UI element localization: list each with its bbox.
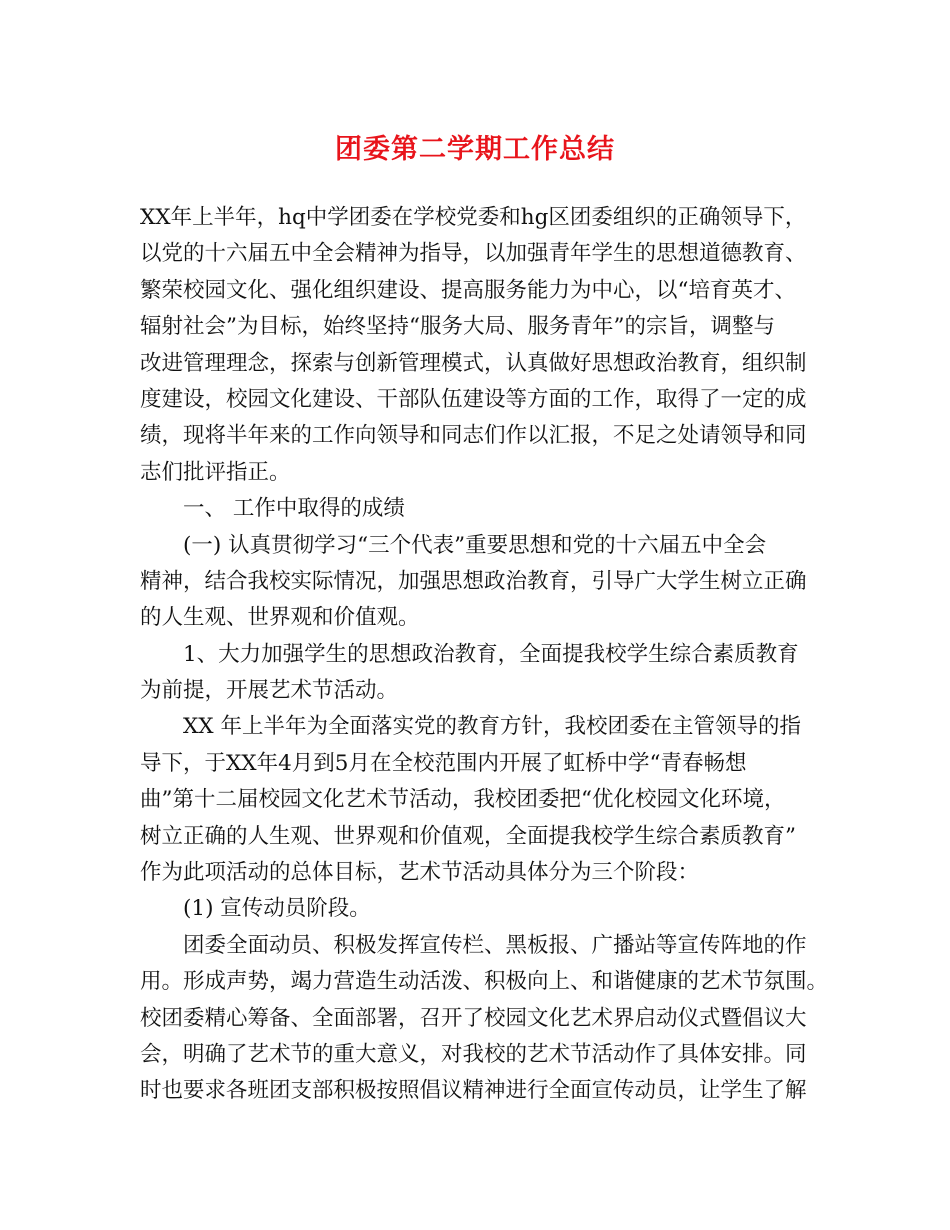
body-line: 绩，现将半年来的工作向领导和同志们作以汇报，不足之处请领导和同: [140, 423, 807, 449]
body-line: 志们批评指正。: [140, 459, 291, 485]
body-line: 校团委精心筹备、全面部署，召开了校园文化艺术界启动仪式暨倡议大: [140, 1005, 807, 1031]
document-title: 团委第二学期工作总结: [335, 134, 615, 165]
body-line: 改进管理理念，探索与创新管理模式，认真做好思想政治教育，组织制: [140, 350, 807, 376]
body-line: 精神，结合我校实际情况，加强思想政治教育，引导广大学生树立正确: [140, 568, 807, 594]
body-line: 以党的十六届五中全会精神为指导，以加强青年学生的思想道德教育、: [140, 241, 807, 267]
body-line: 繁荣校园文化、强化组织建设、提高服务能力为中心，以“培育英才、: [140, 277, 796, 303]
body-line: 曲”第十二届校园文化艺术节活动，我校团委把“优化校园文化环境，: [140, 787, 786, 813]
body-line: 1、大力加强学生的思想政治教育，全面提我校学生综合素质教育: [183, 641, 799, 667]
body-line: XX年上半年，hq中学团委在学校党委和hg区团委组织的正确领导下，: [140, 205, 807, 230]
body-line: 用。形成声势，竭力营造生动活泼、积极向上、和谐健康的艺术节氛围。: [140, 969, 829, 995]
body-line: 度建设，校园文化建设、干部队伍建设等方面的工作，取得了一定的成: [140, 386, 807, 412]
body-line: XX 年上半年为全面落实党的教育方针，我校团委在主管领导的指: [183, 714, 801, 740]
body-line: 的人生观、世界观和价值观。: [140, 605, 420, 631]
body-line: 导下，于XX年4月到5月在全校范围内开展了虹桥中学“青春畅想: [140, 750, 747, 776]
body-line: 会，明确了艺术节的重大意义，对我校的艺术节活动作了具体安排。同: [140, 1041, 807, 1067]
body-line: 树立正确的人生观、世界观和价值观，全面提我校学生综合素质教育”: [140, 823, 796, 849]
document-body: [140, 200, 829, 1110]
body-line: (1) 宣传动员阶段。: [183, 896, 371, 922]
body-line: 为前提，开展艺术节活动。: [140, 678, 399, 704]
body-line: 团委全面动员、积极发挥宣传栏、黑板报、广播站等宣传阵地的作: [183, 932, 807, 958]
body-line: 辐射社会”为目标，始终坚持“服务大局、服务青年”的宗旨，调整与: [140, 314, 775, 340]
body-line: 一、 工作中取得的成绩: [183, 496, 405, 522]
body-line: 作为此项活动的总体目标，艺术节活动具体分为三个阶段：: [140, 860, 700, 886]
body-line: 时也要求各班团支部积极按照倡议精神进行全面宣传动员，让学生了解: [140, 1078, 807, 1104]
body-line: (一) 认真贯彻学习“三个代表”重要思想和党的十六届五中全会: [183, 532, 767, 558]
